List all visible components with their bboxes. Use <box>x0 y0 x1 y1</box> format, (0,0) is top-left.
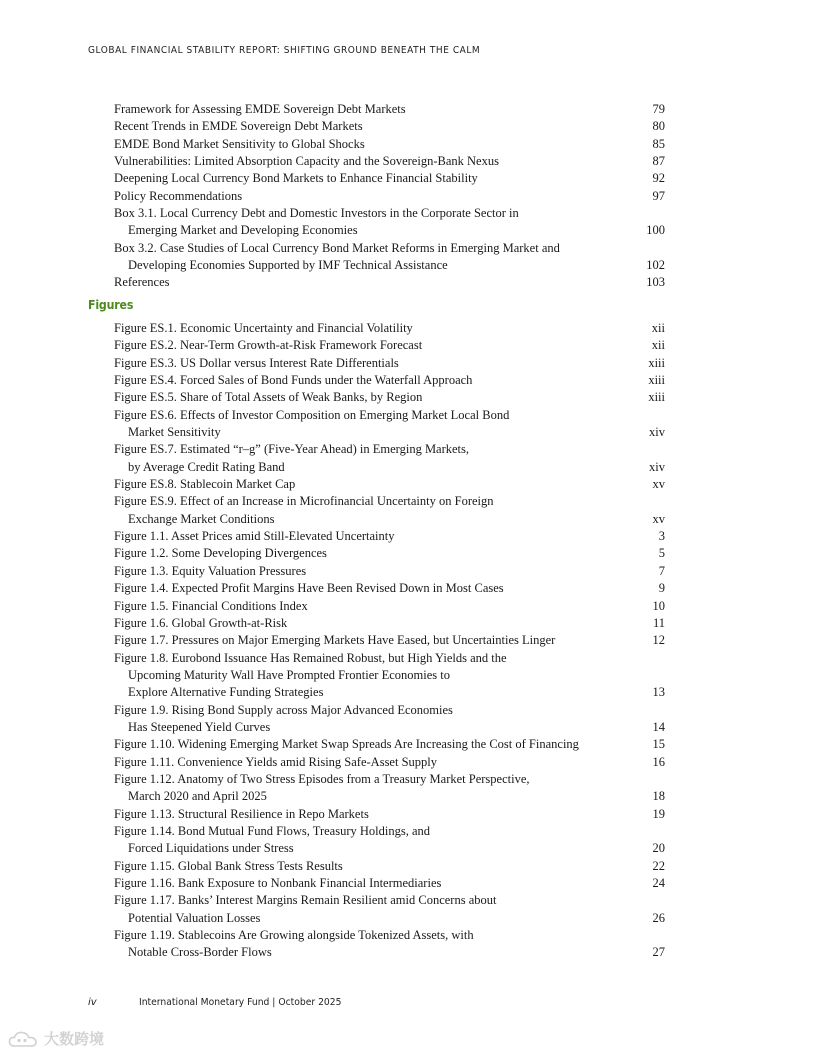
toc-entry[interactable] <box>114 875 665 892</box>
entry-page-number: 92 <box>652 171 665 186</box>
entry-title-continued: Explore Alternative Funding Strategies <box>128 685 324 700</box>
entry-title: Figure 1.3. Equity Valuation Pressures <box>114 563 307 578</box>
entry-title-continued: Developing Economies Supported by IMF Technical Assistance <box>128 258 448 273</box>
entry-page-number: 20 <box>652 841 665 856</box>
entry-title: Figure 1.14. Bond Mutual Fund Flows, Treasury Holdings, and <box>114 823 430 838</box>
entry-page-number: xiii <box>648 390 665 405</box>
entry-title: Figure ES.7. Estimated “r–g” (Five-Year Ahead) in Emerging Markets, <box>114 442 470 457</box>
entry-title: Figure 1.19. Stablecoins Are Growing alongside Tokenized Assets, with <box>114 928 474 943</box>
toc-entry[interactable] <box>114 563 665 580</box>
toc-entry[interactable] <box>114 858 665 875</box>
toc-entry[interactable] <box>114 101 665 118</box>
toc-entry[interactable] <box>114 650 665 702</box>
toc-entry[interactable] <box>114 528 665 545</box>
entry-title: Figure ES.2. Near-Term Growth-at-Risk Framework Forecast <box>114 338 423 353</box>
toc-entry[interactable] <box>114 153 665 170</box>
entry-title: Framework for Assessing EMDE Sovereign Debt Markets <box>114 102 406 116</box>
entry-page-number: 87 <box>652 154 665 169</box>
entry-page-number: 24 <box>652 876 665 890</box>
entry-page-number: 5 <box>658 546 665 561</box>
entry-title: Figure 1.11. Convenience Yields amid Rising Safe-Asset Supply <box>114 754 437 769</box>
entry-page-number: 9 <box>658 581 665 596</box>
figures-list <box>114 320 665 962</box>
entry-page-number: xv <box>652 477 665 492</box>
entry-title: Figure 1.7. Pressures on Major Emerging Markets Have Eased, but Uncertainties Linger <box>114 633 556 648</box>
entry-title: Figure ES.8. Stablecoin Market Cap <box>114 477 296 492</box>
toc-entry[interactable] <box>114 736 665 753</box>
page-footer <box>88 997 359 1008</box>
toc-entry[interactable] <box>114 205 665 240</box>
entry-title: Figure ES.3. US Dollar versus Interest Rate Differentials <box>114 355 399 370</box>
entry-title-continued: Market Sensitivity <box>128 425 221 440</box>
entry-title: Figure 1.16. Bank Exposure to Nonbank Financial Intermediaries <box>114 876 442 890</box>
entry-page-number: 102 <box>646 258 665 273</box>
entry-page-number: 100 <box>646 223 665 238</box>
entry-title: EMDE Bond Market Sensitivity to Global Shocks <box>114 136 365 151</box>
toc-entry[interactable] <box>114 274 665 291</box>
toc-entry[interactable] <box>114 493 665 528</box>
entry-title-continued: Has Steepened Yield Curves <box>128 719 271 734</box>
toc-entry[interactable] <box>114 188 665 205</box>
entry-title-continued: Emerging Market and Developing Economies <box>128 223 358 238</box>
entry-title: Figure 1.9. Rising Bond Supply across Major Advanced Economies <box>114 702 453 717</box>
entry-title: Policy Recommendations <box>114 188 243 203</box>
entry-page-number: 103 <box>646 275 665 290</box>
entry-page-number: xiii <box>648 373 665 388</box>
entry-title: Vulnerabilities: Limited Absorption Capacity and the Sovereign-Bank Nexus <box>114 154 499 169</box>
toc-entry[interactable] <box>114 615 665 632</box>
entry-page-number: 7 <box>658 563 665 578</box>
toc-entry[interactable] <box>114 476 665 493</box>
entry-page-number: 79 <box>652 102 665 116</box>
entry-page-number: 3 <box>658 529 665 544</box>
entry-page-number: 16 <box>652 754 665 769</box>
entry-title-continued: by Average Credit Rating Band <box>128 459 285 474</box>
entry-page-number: 80 <box>652 119 665 134</box>
entry-page-number: 18 <box>652 789 665 804</box>
entry-page-number: xii <box>651 338 665 353</box>
entry-page-number: 12 <box>652 633 665 648</box>
toc-entry[interactable] <box>114 320 665 337</box>
entry-title: Figure 1.6. Global Growth-at-Risk <box>114 615 288 630</box>
toc-entry[interactable] <box>114 136 665 153</box>
toc-entry[interactable] <box>114 441 665 476</box>
entry-title-continued: Upcoming Maturity Wall Have Prompted Frontier Economies to <box>128 667 450 682</box>
entry-title: Figure ES.6. Effects of Investor Composition on Emerging Market Local Bond <box>114 407 510 422</box>
running-head: GLOBAL FINANCIAL STABILITY REPORT: SHIFTING GROUND BENEATH THE CALM <box>88 45 481 56</box>
watermark <box>8 1028 104 1049</box>
entry-title: Figure ES.5. Share of Total Assets of Weak Banks, by Region <box>114 390 423 405</box>
toc-entry[interactable] <box>114 702 665 737</box>
figures-heading: Figures <box>88 297 134 312</box>
cloud-logo-icon <box>8 1029 38 1049</box>
toc-entry[interactable] <box>114 598 665 615</box>
entry-page-number: xiv <box>649 425 665 440</box>
entry-title: Figure 1.4. Expected Profit Margins Have Been Revised Down in Most Cases <box>114 581 504 596</box>
entry-title: Figure 1.13. Structural Resilience in Repo Markets <box>114 806 369 821</box>
entry-title-continued: Forced Liquidations under Stress <box>128 841 294 856</box>
entry-page-number: xiii <box>648 355 665 370</box>
entry-page-number: 11 <box>652 615 665 630</box>
entry-page-number: 10 <box>652 598 665 613</box>
entry-page-number: 15 <box>652 737 665 752</box>
entry-title: Figure 1.15. Global Bank Stress Tests Results <box>114 858 343 873</box>
toc-entry[interactable] <box>114 170 665 187</box>
entry-title: Figure ES.4. Forced Sales of Bond Funds under the Waterfall Approach <box>114 373 473 388</box>
toc-entry[interactable] <box>114 580 665 597</box>
entry-title: Figure 1.8. Eurobond Issuance Has Remained Robust, but High Yields and the <box>114 650 507 665</box>
toc-entry[interactable] <box>114 355 665 372</box>
toc-entry[interactable] <box>114 118 665 135</box>
toc-entry[interactable] <box>114 407 665 442</box>
toc-entry[interactable] <box>114 240 665 275</box>
entry-page-number: 26 <box>652 910 665 925</box>
toc-entry[interactable] <box>114 545 665 562</box>
toc-entry[interactable] <box>114 927 665 962</box>
toc-entry[interactable] <box>114 754 665 771</box>
entry-page-number: 22 <box>652 858 665 873</box>
publication-info: International Monetary Fund | October 2025 <box>139 997 342 1008</box>
entry-title-continued: Notable Cross-Border Flows <box>128 945 272 960</box>
entry-title: Box 3.2. Case Studies of Local Currency Bond Market Reforms in Emerging Market and <box>114 240 560 255</box>
entry-title: Figure ES.9. Effect of an Increase in Microfinancial Uncertainty on Foreign <box>114 494 494 509</box>
toc-entry[interactable] <box>114 372 665 389</box>
entry-page-number: xii <box>651 321 665 335</box>
watermark-text: 大数跨境 <box>44 1030 105 1048</box>
entry-title: Figure 1.17. Banks’ Interest Margins Remain Resilient amid Concerns about <box>114 893 497 908</box>
entry-page-number: xv <box>652 511 665 526</box>
entry-title: References <box>114 275 170 290</box>
entry-title: Figure ES.1. Economic Uncertainty and Financial Volatility <box>114 321 413 335</box>
entry-title: Figure 1.5. Financial Conditions Index <box>114 598 308 613</box>
page-folio: iv <box>88 997 97 1008</box>
contents-list <box>114 101 665 292</box>
toc-entry[interactable] <box>114 806 665 823</box>
toc-entry[interactable] <box>114 823 665 858</box>
entry-page-number: xiv <box>649 459 665 474</box>
toc-entry[interactable] <box>114 771 665 806</box>
entry-title: Box 3.1. Local Currency Debt and Domestic Investors in the Corporate Sector in <box>114 206 519 221</box>
entry-page-number: 13 <box>652 685 665 700</box>
toc-entry[interactable] <box>114 632 665 649</box>
entry-title-continued: Potential Valuation Losses <box>128 910 261 925</box>
toc-entry[interactable] <box>114 337 665 354</box>
entry-title: Figure 1.1. Asset Prices amid Still-Elevated Uncertainty <box>114 529 395 544</box>
entry-title: Figure 1.2. Some Developing Divergences <box>114 546 327 561</box>
entry-title: Recent Trends in EMDE Sovereign Debt Markets <box>114 119 363 134</box>
entry-title: Figure 1.12. Anatomy of Two Stress Episodes from a Treasury Market Perspective, <box>114 771 530 786</box>
entry-page-number: 97 <box>652 188 665 203</box>
entry-title-continued: March 2020 and April 2025 <box>128 789 267 804</box>
entry-title-continued: Exchange Market Conditions <box>128 511 275 526</box>
toc-entry[interactable] <box>114 892 665 927</box>
entry-page-number: 19 <box>652 806 665 821</box>
entry-page-number: 14 <box>652 719 665 734</box>
entry-title: Deepening Local Currency Bond Markets to Enhance Financial Stability <box>114 171 478 186</box>
entry-title: Figure 1.10. Widening Emerging Market Swap Spreads Are Increasing the Cost of Financing <box>114 737 579 752</box>
entry-page-number: 27 <box>652 945 665 960</box>
entry-page-number: 85 <box>652 136 665 151</box>
toc-entry[interactable] <box>114 389 665 406</box>
